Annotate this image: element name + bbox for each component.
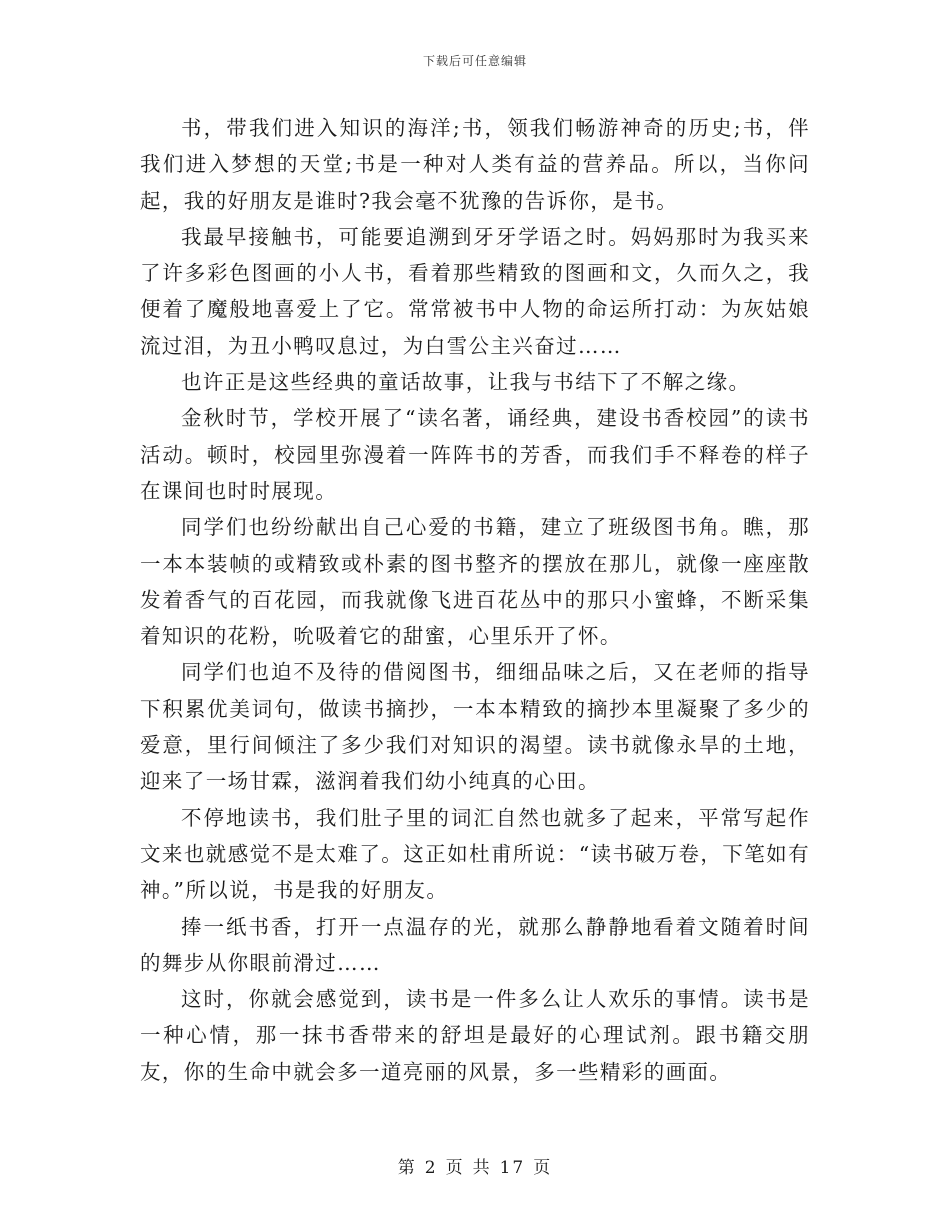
paragraph: 捧一纸书香，打开一点温存的光，就那么静静地看着文随着时间的舞步从你眼前滑过……	[140, 914, 810, 975]
footer-page-number: 2	[424, 1158, 438, 1178]
paragraph: 书，带我们进入知识的海洋;书，领我们畅游神奇的历史;书，伴我们进入梦想的天堂;书是一种对人类有益的营养品。所以，当你问起，我的好朋友是谁时?我会毫不犹豫的告诉你，是书。	[140, 116, 810, 213]
paragraph: 同学们也迫不及待的借阅图书，细细品味之后，又在老师的指导下积累优美词句，做读书摘抄，一本本精致的摘抄本里凝聚了多少的爱意，里行间倾注了多少我们对知识的渴望。读书就像永旱的土地，迎来了一场甘霖，滋润着我们幼小纯真的心田。	[140, 660, 810, 794]
paragraph: 也许正是这些经典的童话故事，让我与书结下了不解之缘。	[181, 370, 751, 395]
page-header: 下载后可任意编辑	[422, 54, 527, 68]
paragraph: 金秋时节，学校开展了“读名著，诵经典，建设书香校园”的读书活动。顿时，校园里弥漫着一阵阵书的芳香，而我们手不释卷的样子在课间也时时展现。	[140, 406, 810, 503]
paragraph: 同学们也纷纷献出自己心爱的书籍，建立了班级图书角。瞧，那一本本装帧的或精致或朴素的图书整齐的摆放在那儿，就像一座座散发着香气的百花园，而我就像飞进百花丛中的那只小蜜蜂，不断采集着知识的花粉，吮吸着它的甜蜜，心里乐开了怀。	[140, 515, 810, 649]
page-footer	[0, 1153, 950, 1178]
document-body	[140, 110, 810, 1090]
footer-page-word: 页	[445, 1158, 465, 1178]
footer-prefix: 第	[397, 1158, 417, 1178]
paragraph: 这时，你就会感觉到，读书是一件多么让人欢乐的事情。读书是一种心情，那一抹书香带来的舒坦是最好的心理试剂。跟书籍交朋友，你的生命中就会多一道亮丽的风景，多一些精彩的画面。	[140, 987, 810, 1084]
footer-suffix: 页	[533, 1158, 553, 1178]
footer-total-word: 共	[472, 1158, 492, 1178]
paragraph: 不停地读书，我们肚子里的词汇自然也就多了起来，平常写起作文来也就感觉不是太难了。这正如杜甫所说：“读书破万卷，下笔如有神。”所以说，书是我的好朋友。	[140, 805, 810, 903]
paragraph: 我最早接触书，可能要追溯到牙牙学语之时。妈妈那时为我买来了许多彩色图画的小人书，看着那些精致的图画和文，久而久之，我便着了魔般地喜爱上了它。常常被书中人物的命运所打动：为灰姑娘流过泪，为丑小鸭叹息过，为白雪公主兴奋过……	[140, 224, 810, 358]
footer-total-pages: 17	[499, 1158, 526, 1178]
